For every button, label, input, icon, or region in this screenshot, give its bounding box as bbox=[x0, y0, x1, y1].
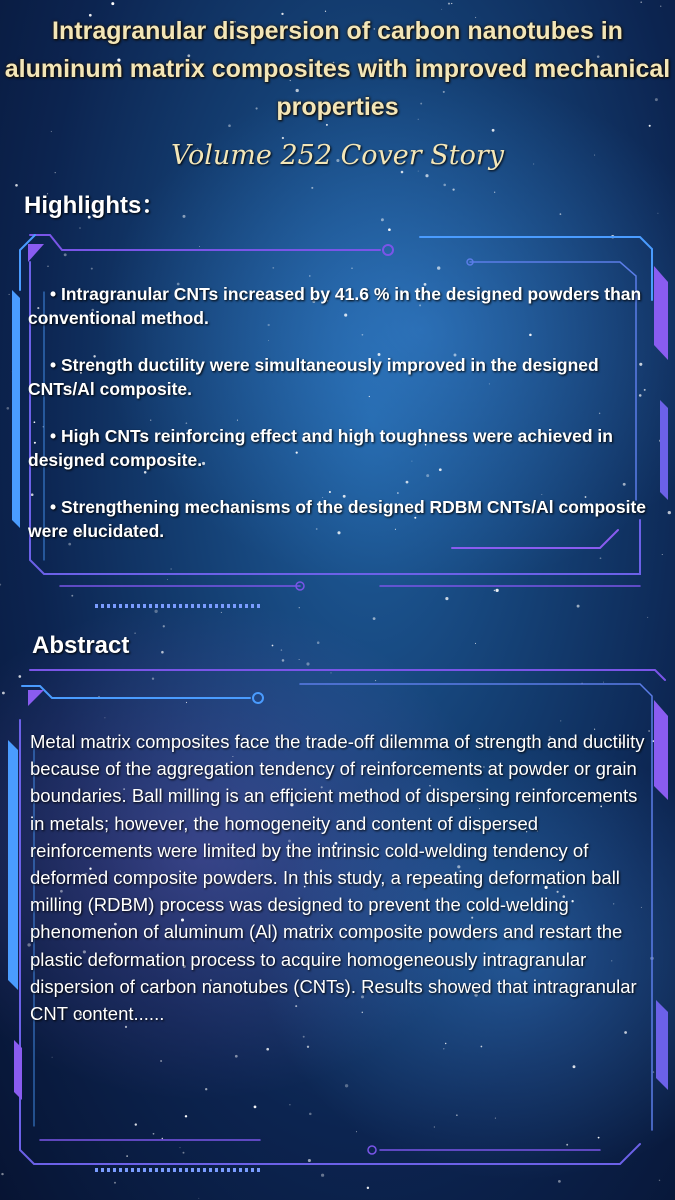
highlight-item-1: • Intragranular CNTs increased by 41.6 % in the designed powders than conventional method. bbox=[28, 284, 642, 328]
highlights-heading: Highlights： bbox=[24, 192, 166, 219]
abstract-body: Metal matrix composites face the trade-off dilemma of strength and ductility because of the aggregation tendency of reinforcements at powder or grain boundaries. Ball milling is an efficient method of dispersing reinforcements in metals; however, the homogeneity and content of dispersed reinforcements were limited by the intrinsic cold-welding tendency of deformed composite powders. In this study, a repeating deformation ball milling (RDBM) process was designed to prevent the cold-welding phenomenon of aluminum (Al) matrix composite powders and restart the plastic deformation process to acquire homogeneously intragranular dispersion of carbon nanotubes (CNTs). Results showed that intragranular CNT content...... bbox=[30, 731, 645, 1025]
cover-story-subtitle: Volume 252 Cover Story bbox=[171, 140, 504, 171]
page-title: Intragranular dispersion of carbon nanotubes in aluminum matrix composites with improved mechanical properties bbox=[4, 17, 671, 121]
highlight-item-3: • High CNTs reinforcing effect and high toughness were achieved in designed composite. bbox=[28, 426, 613, 470]
highlight-item-2: • Strength ductility were simultaneously improved in the designed CNTs/Al composite. bbox=[28, 355, 599, 399]
abstract-heading: Abstract bbox=[32, 632, 130, 659]
highlight-item-4: • Strengthening mechanisms of the designed RDBM CNTs/Al composite were elucidated. bbox=[28, 497, 647, 541]
